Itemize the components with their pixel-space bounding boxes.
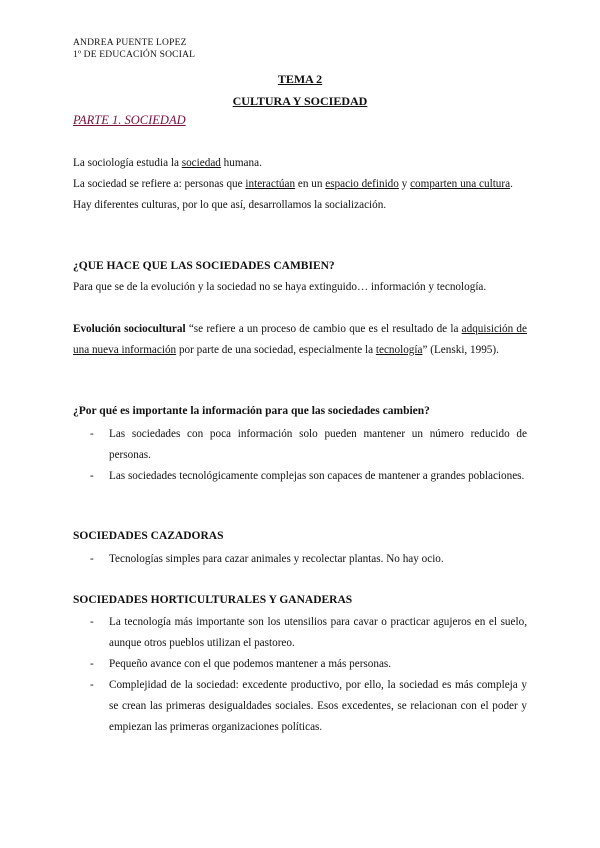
intro-paragraph (73, 153, 527, 216)
list-item: - Las sociedades con poca información solo pueden mantener un número reducido de personas. (90, 428, 527, 461)
intro-line-3: Hay diferentes culturas, por lo que así, desarrollamos la socialización. (73, 199, 387, 211)
intro-line-2: La sociedad se refiere a: personas que interactúan en un espacio definido y comparten una cultura. (73, 178, 513, 190)
list-item: - La tecnología más importante son los utensilios para cavar o practicar agujeros en el suelo, aunque otros pueblos utilizan el pastoreo. (90, 616, 527, 649)
course-name: 1º DE EDUCACIÓN SOCIAL (73, 50, 196, 60)
topic-title: CULTURA Y SOCIEDAD (232, 94, 368, 108)
evolution-paragraph: Evolución sociocultural “se refiere a un proceso de cambio que es el resultado de la adquisición de una nueva información por parte de una sociedad, especialmente la tecnología” (Lenski, 1995). (73, 323, 527, 356)
list-item: - Pequeño avance con el que podemos mantener a más personas. (90, 658, 392, 670)
document-header (73, 37, 195, 61)
list-item: - Complejidad de la sociedad: excedente productivo, por ello, la sociedad es más compleja y se crean las primeras desigualdades sociales. Esos excedentes, se relacionan con el poder y empiezan las primeras organizaciones políticas. (90, 679, 527, 733)
topic-number: TEMA 2 (277, 72, 323, 86)
section-heading-information: ¿Por qué es importante la información para que las sociedades cambien? (73, 405, 430, 417)
section-heading-change: ¿QUE HACE QUE LAS SOCIEDADES CAMBIEN? (73, 260, 335, 272)
list-item: - Las sociedades tecnológicamente complejas son capaces de mantener a grandes poblaciones. (90, 470, 525, 482)
horticultural-list (73, 612, 527, 738)
author-name: ANDREA PUENTE LOPEZ (73, 38, 187, 48)
information-list (73, 424, 527, 487)
section-heading-hunters: SOCIEDADES CAZADORAS (73, 530, 224, 542)
list-item: - Tecnologías simples para cazar animales y recolectar plantas. No hay ocio. (90, 553, 444, 565)
part-heading: PARTE 1. SOCIEDAD (73, 113, 186, 127)
intro-line-1: La sociología estudia la sociedad humana. (73, 157, 262, 169)
section-heading-horticultural: SOCIEDADES HORTICULTURALES Y GANADERAS (73, 594, 353, 606)
section-text-change: Para que se de la evolución y la sociedad no se haya extinguido… información y tecnología. (73, 281, 487, 293)
hunters-list (73, 549, 527, 570)
